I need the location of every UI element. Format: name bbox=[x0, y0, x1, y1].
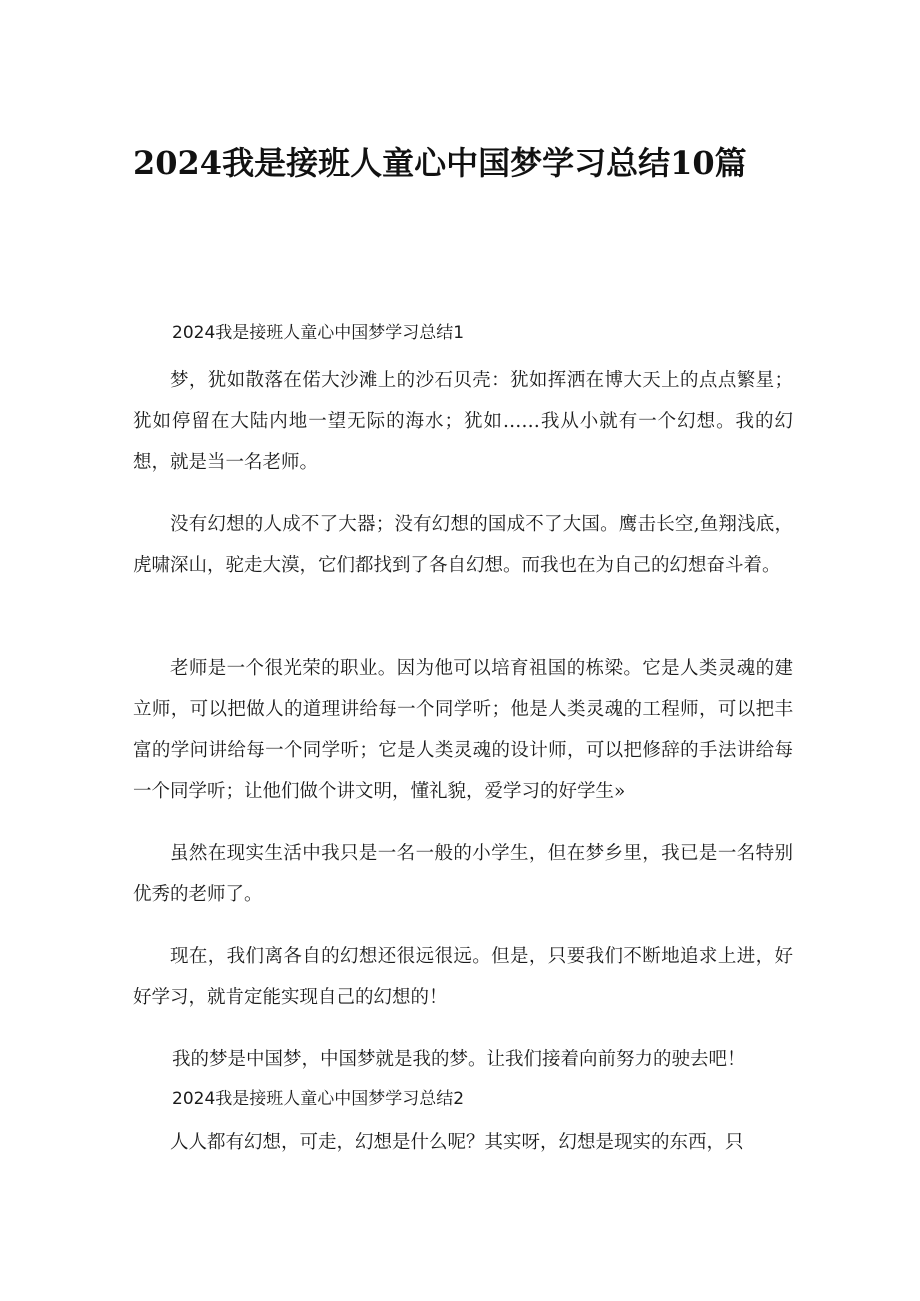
paragraph-4: 虽然在现实生活中我只是一名一般的小学生，但在梦乡里，我已是一名特别优秀的老师了。 bbox=[133, 843, 793, 905]
paragraph-5: 现在，我们离各自的幻想还很远很远。但是，只要我们不断地追求上进，好好学习，就肯定能实现自己的幻想的！ bbox=[133, 946, 793, 1008]
paragraph-3: 老师是一个很光荣的职业。因为他可以培育祖国的栋梁。它是人类灵魂的建立师，可以把做人的道理讲给每一个同学听；他是人类灵魂的工程师，可以把丰富的学问讲给每一个同学听；它是人类灵魂的设计师，可以把修辞的手法讲给每一个同学听；让他们做个讲文明，懂礼貌，爱学习的好学生» bbox=[133, 658, 793, 802]
section-heading-1: 2024我是接班人童心中国梦学习总结1 bbox=[172, 323, 465, 343]
section-heading-2: 2024我是接班人童心中国梦学习总结2 bbox=[172, 1089, 465, 1109]
paragraph-1: 梦，犹如散落在偌大沙滩上的沙石贝壳：犹如挥洒在博大天上的点点繁星；犹如停留在大陆内地一望无际的海水；犹如……我从小就有一个幻想。我的幻想，就是当一名老师。 bbox=[133, 370, 793, 473]
paragraph-6: 我的梦是中国梦，中国梦就是我的梦。让我们接着向前努力的驶去吧！ bbox=[172, 1049, 746, 1070]
paragraph-2: 没有幻想的人成不了大器；没有幻想的国成不了大国。鹰击长空,鱼翔浅底，虎啸深山，驼走大漠，它们都找到了各自幻想。而我也在为自己的幻想奋斗着。 bbox=[133, 514, 793, 576]
paragraph-7-first-line: 人人都有幻想，可走，幻想是什么呢？其实呀，幻想是现实的东西，只 bbox=[170, 1132, 744, 1153]
document-title: 2024我是接班人童心中国梦学习总结10篇 bbox=[133, 144, 747, 182]
